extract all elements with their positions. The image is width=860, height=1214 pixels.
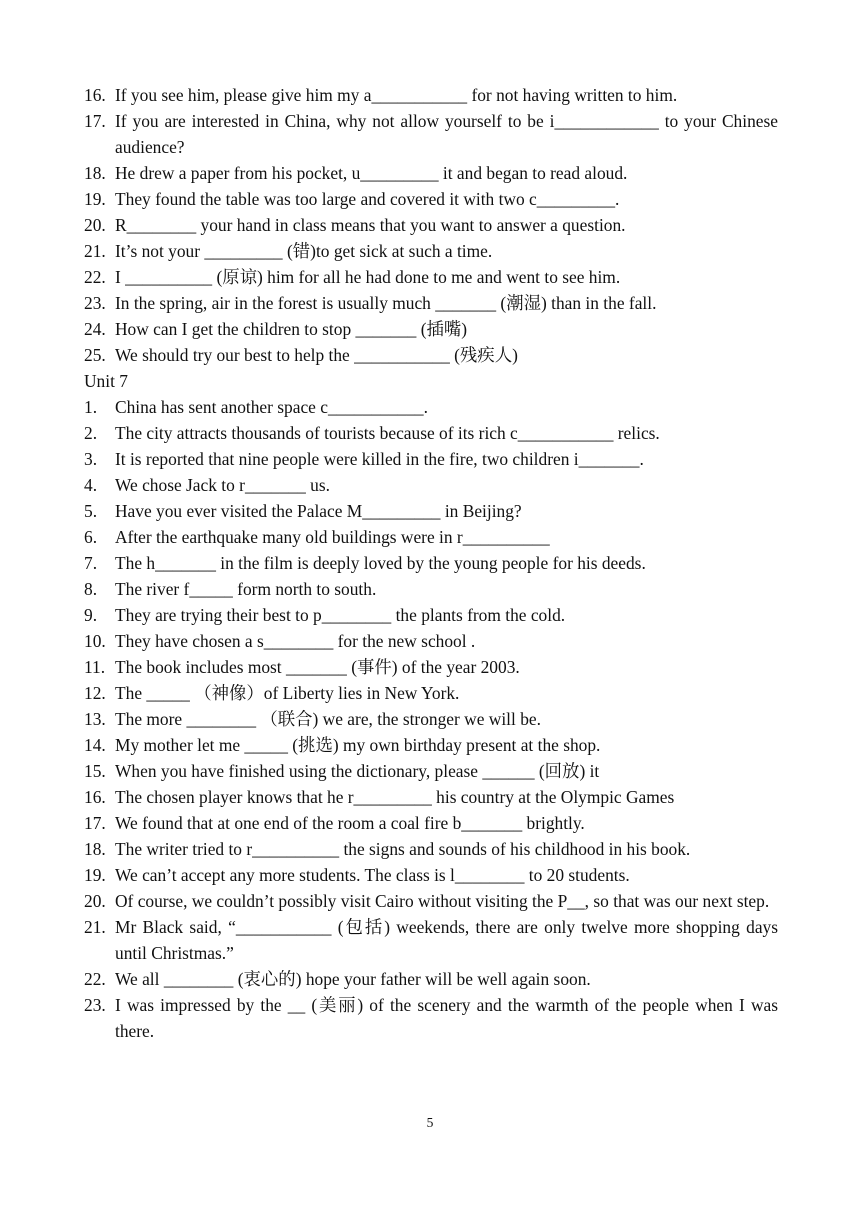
exercise-item <box>84 810 778 836</box>
exercise-item <box>84 524 778 550</box>
item-text: They have chosen a s________ for the new school . <box>115 631 476 651</box>
item-number: 10. <box>84 631 106 651</box>
item-text: My mother let me _____ (挑选) my own birthday present at the shop. <box>115 735 601 755</box>
item-text: After the earthquake many old buildings were in r__________ <box>115 527 550 547</box>
item-number: 23. <box>84 995 106 1015</box>
item-text: If you see him, please give him my a___________ for not having written to him. <box>115 85 678 105</box>
item-number: 16. <box>84 787 106 807</box>
item-number: 1. <box>84 397 98 417</box>
exercise-item <box>84 758 778 784</box>
item-text: When you have finished using the dictionary, please ______ (回放) it <box>115 761 600 781</box>
item-number: 17. <box>84 813 106 833</box>
item-text: The city attracts thousands of tourists because of its rich c___________ relics. <box>115 423 660 443</box>
item-number: 12. <box>84 683 106 703</box>
exercise-item <box>84 108 778 160</box>
item-number: 25. <box>84 345 106 365</box>
unit-heading: Unit 7 <box>84 371 128 391</box>
item-text: We all ________ (衷心的) hope your father will be well again soon. <box>115 969 591 989</box>
item-text: We should try our best to help the ___________ (残疾人) <box>115 345 518 365</box>
exercise-item <box>84 654 778 680</box>
item-number: 6. <box>84 527 98 547</box>
item-number: 19. <box>84 189 106 209</box>
item-number: 24. <box>84 319 106 339</box>
item-text: In the spring, air in the forest is usually much _______ (潮湿) than in the fall. <box>115 293 657 313</box>
exercise-item <box>84 784 778 810</box>
item-text: We chose Jack to r_______ us. <box>115 475 330 495</box>
exercise-item <box>84 836 778 862</box>
item-number: 16. <box>84 85 106 105</box>
exercise-item <box>84 316 778 342</box>
item-text: China has sent another space c___________. <box>115 397 428 417</box>
item-number: 4. <box>84 475 98 495</box>
exercise-item <box>84 342 778 368</box>
exercise-item <box>84 550 778 576</box>
item-text: They are trying their best to p________ the plants from the cold. <box>115 605 566 625</box>
item-number: 3. <box>84 449 98 469</box>
exercise-item <box>84 186 778 212</box>
exercise-item <box>84 732 778 758</box>
exercise-item <box>84 212 778 238</box>
item-number: 5. <box>84 501 98 521</box>
item-text: The writer tried to r__________ the signs and sounds of his childhood in his book. <box>115 839 691 859</box>
item-number: 22. <box>84 969 106 989</box>
item-text: The h_______ in the film is deeply loved by the young people for his deeds. <box>115 553 646 573</box>
exercise-item <box>84 498 778 524</box>
item-text: The more ________ （联合) we are, the stronger we will be. <box>115 709 541 729</box>
item-number: 20. <box>84 215 106 235</box>
exercise-item <box>84 160 778 186</box>
item-text: The _____ （神像）of Liberty lies in New York. <box>115 683 460 703</box>
exercise-item <box>84 706 778 732</box>
exercise-item <box>84 862 778 888</box>
exercise-item <box>84 888 778 914</box>
item-number: 21. <box>84 917 106 937</box>
item-text: It’s not your _________ (错)to get sick at such a time. <box>115 241 493 261</box>
exercise-item <box>84 602 778 628</box>
item-text: Mr Black said, “___________ (包括) weekends, there are only twelve more shopping days until Christmas.” <box>115 917 778 963</box>
exercise-content <box>84 82 778 1044</box>
exercise-item <box>84 446 778 472</box>
item-number: 8. <box>84 579 98 599</box>
exercise-item <box>84 576 778 602</box>
item-number: 7. <box>84 553 98 573</box>
item-text: The chosen player knows that he r_________ his country at the Olympic Games <box>115 787 675 807</box>
item-text: R________ your hand in class means that you want to answer a question. <box>115 215 626 235</box>
exercise-item <box>84 394 778 420</box>
exercise-item <box>84 264 778 290</box>
exercise-item <box>84 914 778 966</box>
item-number: 9. <box>84 605 98 625</box>
page-number: 5 <box>426 1115 434 1130</box>
exercise-item <box>84 290 778 316</box>
item-number: 13. <box>84 709 106 729</box>
item-text: It is reported that nine people were killed in the fire, two children i_______. <box>115 449 644 469</box>
item-number: 20. <box>84 891 106 911</box>
item-text: I was impressed by the __ (美丽) of the scenery and the warmth of the people when I was there. <box>115 995 778 1041</box>
item-number: 2. <box>84 423 98 443</box>
item-text: How can I get the children to stop _______ (插嘴) <box>115 319 468 339</box>
item-number: 19. <box>84 865 106 885</box>
item-text: I __________ (原谅) him for all he had done to me and went to see him. <box>115 267 621 287</box>
exercise-item <box>84 472 778 498</box>
exercise-item <box>84 680 778 706</box>
item-text: Of course, we couldn’t possibly visit Cairo without visiting the P__, so that was our next step. <box>115 891 770 911</box>
item-number: 14. <box>84 735 106 755</box>
exercise-item <box>84 238 778 264</box>
item-number: 11. <box>84 657 106 677</box>
item-text: The river f_____ form north to south. <box>115 579 377 599</box>
item-number: 23. <box>84 293 106 313</box>
item-text: He drew a paper from his pocket, u_________ it and began to read aloud. <box>115 163 628 183</box>
exercise-item <box>84 628 778 654</box>
exercise-item <box>84 992 778 1044</box>
exercise-item <box>84 82 778 108</box>
exercise-item <box>84 420 778 446</box>
item-text: We found that at one end of the room a coal fire b_______ brightly. <box>115 813 585 833</box>
item-text: If you are interested in China, why not allow yourself to be i____________ to your Chinese audience? <box>115 111 778 157</box>
item-number: 22. <box>84 267 106 287</box>
exercise-item <box>84 966 778 992</box>
item-number: 15. <box>84 761 106 781</box>
item-text: They found the table was too large and covered it with two c_________. <box>115 189 620 209</box>
item-text: Have you ever visited the Palace M_________ in Beijing? <box>115 501 522 521</box>
item-text: We can’t accept any more students. The class is l________ to 20 students. <box>115 865 630 885</box>
item-number: 21. <box>84 241 106 261</box>
item-number: 18. <box>84 163 106 183</box>
item-number: 18. <box>84 839 106 859</box>
item-number: 17. <box>84 111 106 131</box>
item-text: The book includes most _______ (事件) of the year 2003. <box>115 657 520 677</box>
